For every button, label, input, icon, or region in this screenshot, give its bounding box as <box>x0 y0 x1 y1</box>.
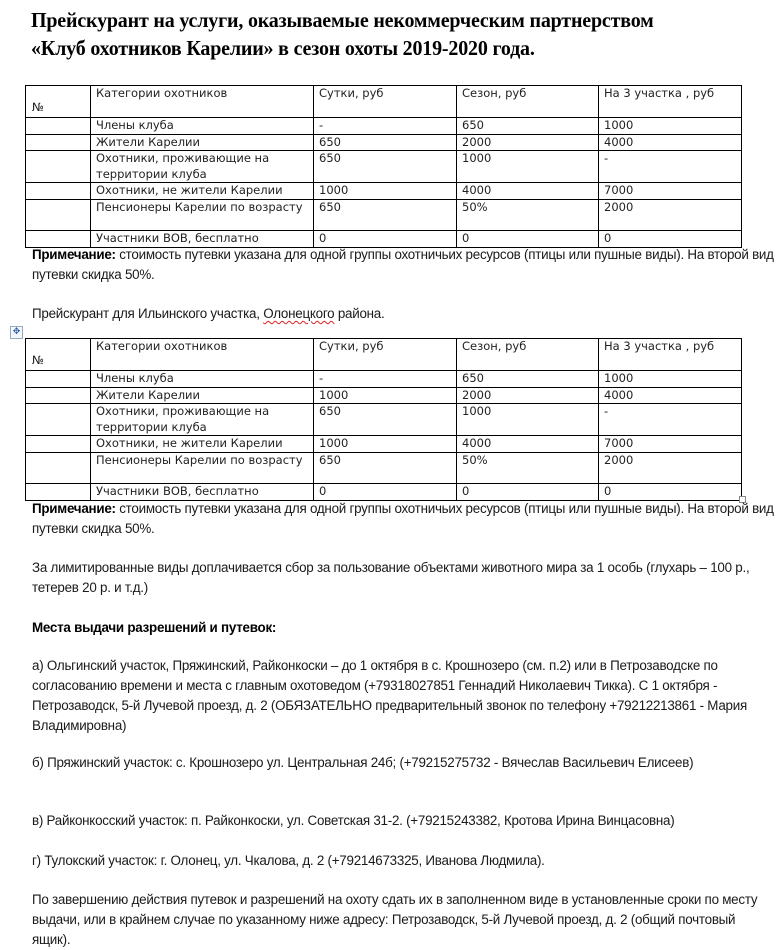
limited-species-note: За лимитированные виды доплачивается сбор за пользование объектами животного мира за 1 особь (глухарь – 100 р., тетерев 20 р. и т.д.) <box>32 560 750 595</box>
row-num <box>26 452 91 483</box>
header-day: Сутки, руб <box>314 339 457 371</box>
row-three-sites: 2000 <box>599 452 742 483</box>
row-three-sites: 0 <box>599 484 742 501</box>
row-day: 650 <box>314 134 457 151</box>
ilinsky-heading-start: Прейскурант для Ильинского участка, <box>32 306 264 321</box>
header-season: Сезон, руб <box>457 86 599 118</box>
row-three-sites: 4000 <box>599 134 742 151</box>
row-category: Охотники, проживающие на территории клуба <box>91 151 314 183</box>
place-b: б) Пряжинский участок: с. Крошнозеро ул. Центральная 24б; (+79215275732 - Вячеслав Васильевич Елисеев) <box>32 755 694 770</box>
row-day: 0 <box>314 484 457 501</box>
header-num: № <box>26 86 91 118</box>
row-three-sites: - <box>599 404 742 436</box>
row-num <box>26 484 91 501</box>
issue-places-heading <box>32 618 777 638</box>
price-table-main <box>25 85 742 248</box>
row-three-sites: - <box>599 151 742 183</box>
row-day: - <box>314 118 457 135</box>
header-three-sites: На 3 участка , руб <box>599 339 742 371</box>
table-row <box>26 118 742 135</box>
row-season: 1000 <box>457 151 599 183</box>
table-row <box>26 484 742 501</box>
return-note: По завершению действия путевок и разрешений на охоту сдать их в заполненном виде в установленные сроки по месту выдачи, или в крайнем случае по указанному ниже адресу: Петрозаводск, 5-й Лучевой проезд, д. 2 (общий почтовый ящик). <box>32 892 758 947</box>
table-row <box>26 371 742 388</box>
row-three-sites: 1000 <box>599 118 742 135</box>
row-season: 4000 <box>457 436 599 453</box>
row-num <box>26 436 91 453</box>
ilinsky-heading-district: Олонецкого <box>263 306 335 321</box>
row-num <box>26 387 91 404</box>
row-category: Пенсионеры Карелии по возрасту <box>91 199 314 230</box>
row-season: 50% <box>457 199 599 230</box>
note-2-label: Примечание: <box>32 501 116 516</box>
row-three-sites: 1000 <box>599 371 742 388</box>
row-day: 650 <box>314 452 457 483</box>
row-season: 0 <box>457 231 599 248</box>
note-1-label: Примечание: <box>32 247 116 262</box>
table-row <box>26 199 742 230</box>
row-num <box>26 151 91 183</box>
header-num: № <box>26 339 91 371</box>
table-row <box>26 134 742 151</box>
table-row <box>26 387 742 404</box>
row-num <box>26 134 91 151</box>
row-num <box>26 118 91 135</box>
row-three-sites: 7000 <box>599 436 742 453</box>
header-day <box>314 86 457 118</box>
page-title <box>31 6 719 62</box>
issue-places-heading-text: Места выдачи разрешений и путевок: <box>32 620 277 635</box>
row-num <box>26 404 91 436</box>
header-season: Сезон, руб <box>457 339 599 371</box>
table-header-row <box>26 86 742 118</box>
row-day: - <box>314 371 457 388</box>
row-category: Охотники, проживающие на территории клуба <box>91 404 314 436</box>
row-category: Жители Карелии <box>91 134 314 151</box>
table-row <box>26 436 742 453</box>
header-category: Категории охотников <box>91 339 314 371</box>
place-v: в) Райконкосский участок: п. Райконкоски, ул. Советская 31-2. (+79215243382, Кротова Ирина Винцасовна) <box>32 813 675 828</box>
row-num <box>26 199 91 230</box>
row-season: 650 <box>457 118 599 135</box>
row-day: 1000 <box>314 436 457 453</box>
ilinsky-heading-end: района. <box>334 306 385 321</box>
row-season: 650 <box>457 371 599 388</box>
table-header-row <box>26 339 742 371</box>
header-day-label: Сутки, руб <box>319 86 384 100</box>
row-season: 4000 <box>457 183 599 200</box>
row-category: Охотники, не жители Карелии <box>91 436 314 453</box>
row-day: 650 <box>314 199 457 230</box>
price-table-ilinsky <box>25 338 742 501</box>
place-a: а) Ольгинский участок, Пряжинский, Райконкоски – до 1 октября в с. Крошнозеро (см. п.2) или в Петрозаводске по согласованию времени и места с главным охотоведом (+79318027851 Геннадий Николаевич Тикка). С 1 октября - Петрозаводск, 5-й Лучевой проезд, д. 2 (ОБЯЗАТЕЛЬНО предварительный звонок по телефону +79212213861 - Мария Владимировна) <box>32 658 747 733</box>
row-day: 1000 <box>314 387 457 404</box>
row-three-sites: 7000 <box>599 183 742 200</box>
table-move-handle-icon[interactable]: ✥ <box>10 326 23 339</box>
row-day: 650 <box>314 151 457 183</box>
table-row <box>26 183 742 200</box>
place-g: г) Тулокский участок: г. Олонец, ул. Чкалова, д. 2 (+79214673325, Иванова Людмила). <box>32 853 545 868</box>
note-2-text: стоимость путевки указана для одной группы охотничьих ресурсов (птицы или пушные виды). На второй вид путевки скидка 50%. <box>32 501 774 536</box>
header-category: Категории охотников <box>91 86 314 118</box>
row-three-sites: 2000 <box>599 199 742 230</box>
ilinsky-heading <box>32 304 777 324</box>
title-line-2: «Клуб охотников Карелии» в сезон охоты 2019-2020 года. <box>31 36 535 60</box>
row-day: 0 <box>314 231 457 248</box>
row-category: Участники ВОВ, бесплатно <box>91 484 314 501</box>
row-category: Участники ВОВ, бесплатно <box>91 231 314 248</box>
row-three-sites: 4000 <box>599 387 742 404</box>
table-row <box>26 404 742 436</box>
row-category: Пенсионеры Карелии по возрасту <box>91 452 314 483</box>
note-1 <box>32 245 777 285</box>
row-num <box>26 183 91 200</box>
row-day: 1000 <box>314 183 457 200</box>
row-category: Члены клуба <box>91 371 314 388</box>
title-line-1: Прейскурант на услуги, оказываемые некоммерческим партнерством <box>31 8 654 32</box>
row-num <box>26 371 91 388</box>
row-season: 2000 <box>457 387 599 404</box>
row-category: Жители Карелии <box>91 387 314 404</box>
row-season: 0 <box>457 484 599 501</box>
row-day: 650 <box>314 404 457 436</box>
note-2 <box>32 499 777 539</box>
note-1-text: стоимость путевки указана для одной группы охотничьих ресурсов (птицы или пушные виды). На второй вид путевки скидка 50%. <box>32 247 774 282</box>
row-three-sites: 0 <box>599 231 742 248</box>
header-three-sites: На 3 участка , руб <box>599 86 742 118</box>
row-category: Члены клуба <box>91 118 314 135</box>
table-row <box>26 151 742 183</box>
row-season: 2000 <box>457 134 599 151</box>
row-category: Охотники, не жители Карелии <box>91 183 314 200</box>
row-season: 50% <box>457 452 599 483</box>
table-row <box>26 452 742 483</box>
row-season: 1000 <box>457 404 599 436</box>
